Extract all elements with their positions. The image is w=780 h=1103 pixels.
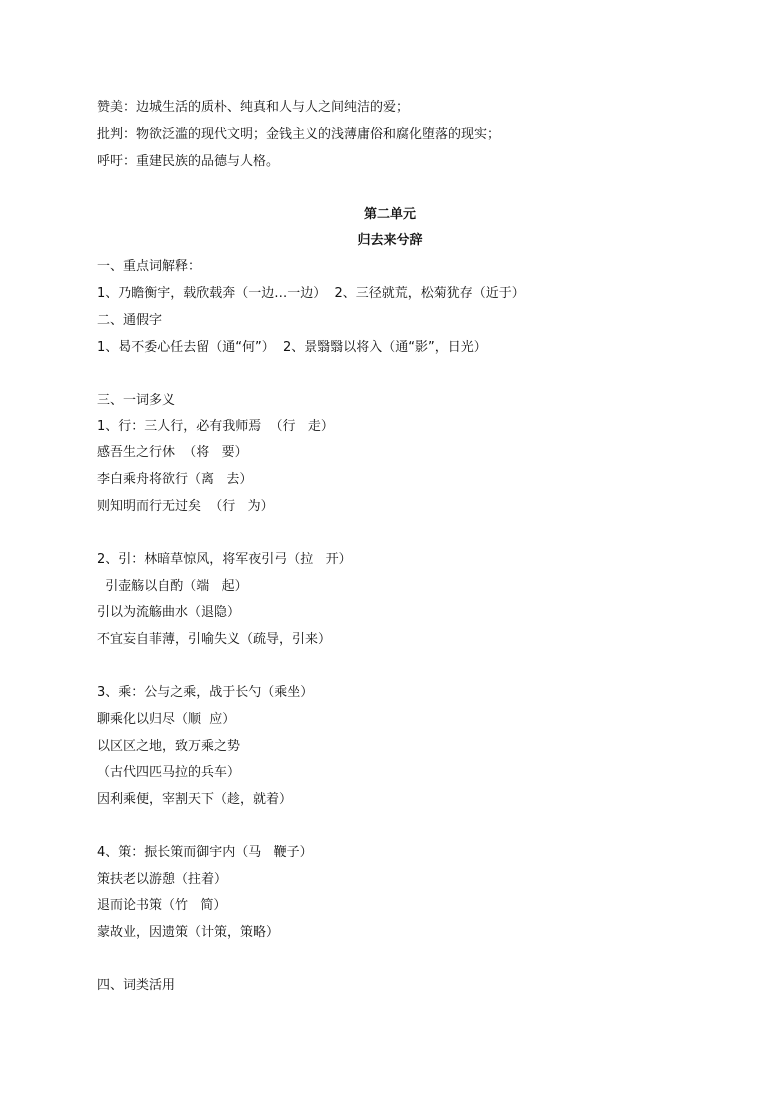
cheng-line-1: 3、乘：公与之乘，战于长勺（乘坐）: [97, 685, 314, 700]
xing-line-2: 感吾生之行休 （将 要）: [97, 445, 248, 460]
cheng-line-3: 以区区之地，致万乘之势: [97, 739, 241, 754]
intro-praise-line: 赞美：边城生活的质朴、纯真和人与人之间纯洁的爱；: [97, 100, 410, 115]
xing-line-4: 则知明而行无过矣 （行 为）: [97, 499, 274, 514]
xing-line-1: 1、行：三人行，必有我师焉 （行 走）: [97, 419, 334, 434]
ce-line-2: 策扶老以游憩（拄着）: [97, 872, 228, 887]
ce-line-1: 4、策：振长策而御宇内（马 鞭子）: [97, 845, 313, 860]
cheng-line-5: 因利乘便，宰割天下（趁，就着）: [97, 792, 293, 807]
yin-line-4: 不宜妄自菲薄，引喻失义（疏导，引来）: [97, 632, 332, 647]
unit-title: 第二单元: [363, 207, 416, 222]
lesson-title: 归去来兮辞: [357, 233, 423, 248]
yin-line-3: 引以为流觞曲水（退隐）: [97, 605, 241, 620]
section1-heading: 一、重点词解释：: [97, 259, 202, 274]
section4-heading: 四、词类活用: [97, 978, 176, 993]
yin-line-1: 2、引：林暗草惊风，将军夜引弓（拉 开）: [97, 552, 352, 567]
intro-appeal-line: 呼吁：重建民族的品德与人格。: [97, 154, 280, 169]
cheng-line-2: 聊乘化以归尽（顺 应）: [97, 712, 236, 727]
intro-criticism-line: 批判：物欲泛滥的现代文明；金钱主义的浅薄庸俗和腐化堕落的现实；: [97, 127, 501, 142]
ce-line-4: 蒙故业，因遗策（计策，策略）: [97, 925, 280, 940]
section2-heading: 二、通假字: [97, 313, 163, 328]
cheng-line-4: （古代四匹马拉的兵车）: [97, 765, 241, 780]
ce-line-3: 退而论书策（竹 简）: [97, 898, 227, 913]
xing-line-3: 李白乘舟将欲行（离 去）: [97, 472, 253, 487]
section2-line: 1、曷不委心任去留（通“何”） 2、景翳翳以将入（通“影”，日光）: [97, 340, 487, 355]
yin-line-2: 引壶觞以自酌（端 起）: [97, 579, 248, 594]
section1-line: 1、乃瞻衡宇，载欣载奔（一边…一边） 2、三径就荒，松菊犹存（近于）: [97, 286, 525, 301]
section3-heading: 三、一词多义: [97, 393, 176, 408]
